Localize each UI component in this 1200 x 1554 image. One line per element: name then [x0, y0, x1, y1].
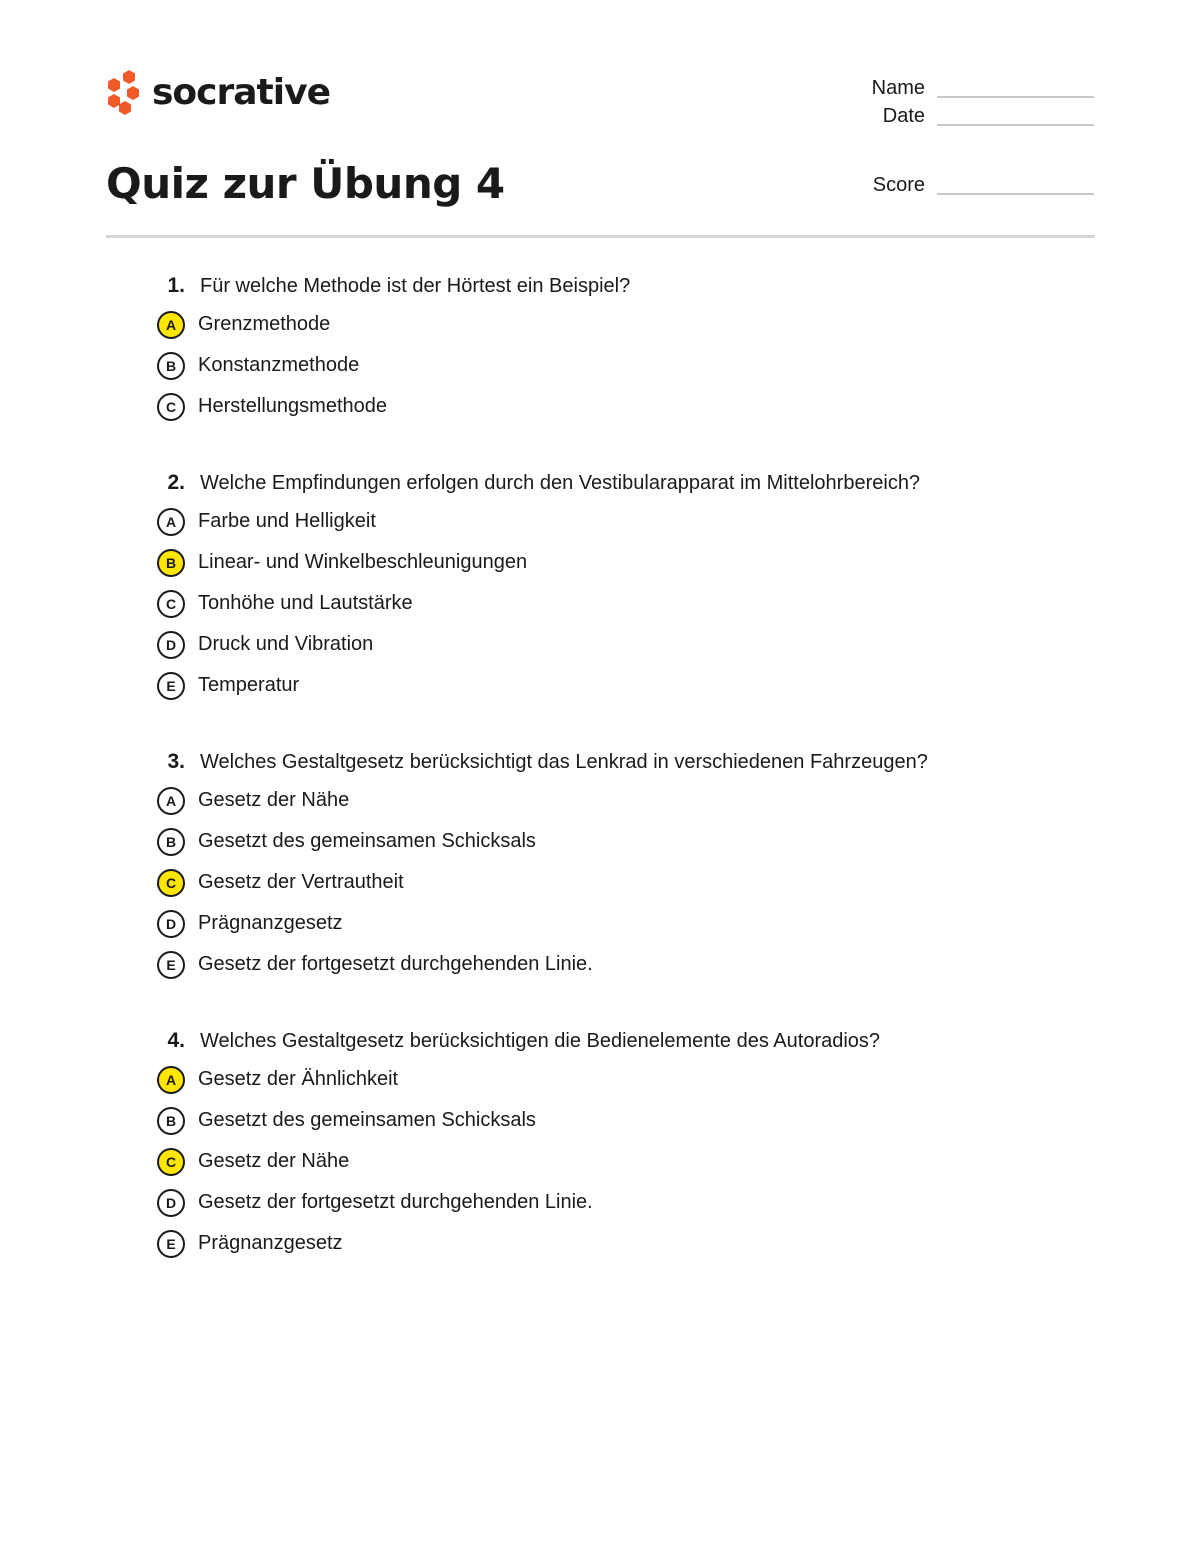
- answer-option[interactable]: [155, 903, 1095, 944]
- answer-option[interactable]: [155, 1223, 1095, 1264]
- answer-text: Farbe und Helligkeit: [198, 510, 376, 532]
- answer-option[interactable]: [155, 665, 1095, 706]
- socrative-logo: [104, 68, 330, 118]
- answer-text: Temperatur: [198, 674, 300, 696]
- answer-option[interactable]: [155, 821, 1095, 862]
- question-text: Welche Empfindungen erfolgen durch den Vestibularapparat im Mittelohrbereich?: [200, 471, 921, 494]
- answer-option[interactable]: [155, 386, 1095, 427]
- answer-text: Gesetz der fortgesetzt durchgehenden Linie.: [198, 953, 593, 975]
- answer-letter-badge[interactable]: D: [157, 1189, 185, 1217]
- answer-option[interactable]: [155, 780, 1095, 821]
- name-field[interactable]: [850, 72, 1100, 100]
- answer-letter-badge[interactable]: E: [157, 672, 185, 700]
- answer-letter-badge[interactable]: E: [157, 951, 185, 979]
- question-text: Welches Gestaltgesetz berücksichtigt das Lenkrad in verschiedenen Fahrzeugen?: [200, 750, 928, 773]
- correct-answer-badge[interactable]: A: [157, 311, 185, 339]
- date-label: Date: [882, 105, 925, 127]
- name-label: Name: [871, 77, 925, 99]
- correct-answer-badge[interactable]: B: [157, 549, 185, 577]
- answer-text: Gesetz der Nähe: [198, 789, 350, 811]
- answer-option[interactable]: [155, 501, 1095, 542]
- answer-letter-badge[interactable]: B: [157, 1107, 185, 1135]
- question-text: Welches Gestaltgesetz berücksichtigen die Bedienelemente des Autoradios?: [200, 1029, 881, 1052]
- answer-option[interactable]: [155, 1182, 1095, 1223]
- answer-letter-badge[interactable]: C: [157, 393, 185, 421]
- answer-text: Prägnanzgesetz: [198, 1232, 343, 1254]
- hexagon-cluster-logo-icon: [104, 69, 142, 117]
- score-line[interactable]: [937, 193, 1094, 195]
- score-label: Score: [872, 174, 925, 196]
- question-header: [155, 746, 1095, 778]
- question-2: [155, 467, 1095, 706]
- answer-option[interactable]: [155, 862, 1095, 903]
- answer-option[interactable]: [155, 304, 1095, 345]
- answer-text: Gesetz der Ähnlichkeit: [198, 1068, 399, 1090]
- date-line[interactable]: [937, 124, 1094, 126]
- correct-answer-badge[interactable]: A: [157, 1066, 185, 1094]
- answer-option[interactable]: [155, 1100, 1095, 1141]
- question-header: [155, 1025, 1095, 1057]
- answer-text: Linear- und Winkelbeschleunigungen: [198, 551, 528, 573]
- question-number: 3.: [167, 750, 185, 773]
- answer-text: Gesetzt des gemeinsamen Schicksals: [198, 1109, 536, 1131]
- question-1: [155, 270, 1095, 427]
- answer-text: Gesetz der fortgesetzt durchgehenden Linie.: [198, 1191, 593, 1213]
- answer-option[interactable]: [155, 1141, 1095, 1182]
- question-4: [155, 1025, 1095, 1264]
- question-text: Für welche Methode ist der Hörtest ein Beispiel?: [200, 274, 631, 297]
- answer-text: Herstellungsmethode: [198, 395, 387, 417]
- brand-name: socrative: [152, 72, 330, 113]
- answer-letter-badge[interactable]: C: [157, 590, 185, 618]
- answer-letter-badge[interactable]: A: [157, 787, 185, 815]
- answer-letter-badge[interactable]: B: [157, 828, 185, 856]
- answer-text: Konstanzmethode: [198, 354, 360, 376]
- answer-letter-badge[interactable]: D: [157, 631, 185, 659]
- answer-letter-badge[interactable]: E: [157, 1230, 185, 1258]
- question-3: [155, 746, 1095, 985]
- answer-text: Grenzmethode: [198, 313, 331, 335]
- date-field[interactable]: [850, 100, 1100, 128]
- answer-letter-badge[interactable]: D: [157, 910, 185, 938]
- answer-text: Druck und Vibration: [198, 633, 374, 655]
- question-header: [155, 270, 1095, 302]
- correct-answer-badge[interactable]: C: [157, 1148, 185, 1176]
- answer-text: Gesetz der Vertrautheit: [198, 871, 404, 893]
- answer-text: Tonhöhe und Lautstärke: [198, 592, 413, 614]
- answer-text: Prägnanzgesetz: [198, 912, 343, 934]
- answer-option[interactable]: [155, 944, 1095, 985]
- answer-text: Gesetz der Nähe: [198, 1150, 350, 1172]
- correct-answer-badge[interactable]: C: [157, 869, 185, 897]
- question-number: 4.: [167, 1029, 185, 1052]
- answer-option[interactable]: [155, 583, 1095, 624]
- answer-option[interactable]: [155, 1059, 1095, 1100]
- question-list: [155, 270, 1095, 1304]
- answer-option[interactable]: [155, 624, 1095, 665]
- question-number: 2.: [167, 471, 185, 494]
- answer-option[interactable]: [155, 345, 1095, 386]
- answer-text: Gesetzt des gemeinsamen Schicksals: [198, 830, 536, 852]
- answer-option[interactable]: [155, 542, 1095, 583]
- header-divider: [106, 235, 1095, 238]
- answer-letter-badge[interactable]: A: [157, 508, 185, 536]
- score-field[interactable]: [850, 169, 1100, 197]
- quiz-title: Quiz zur Übung 4: [106, 159, 505, 208]
- question-number: 1.: [167, 274, 185, 297]
- name-line[interactable]: [937, 96, 1094, 98]
- question-header: [155, 467, 1095, 499]
- answer-letter-badge[interactable]: B: [157, 352, 185, 380]
